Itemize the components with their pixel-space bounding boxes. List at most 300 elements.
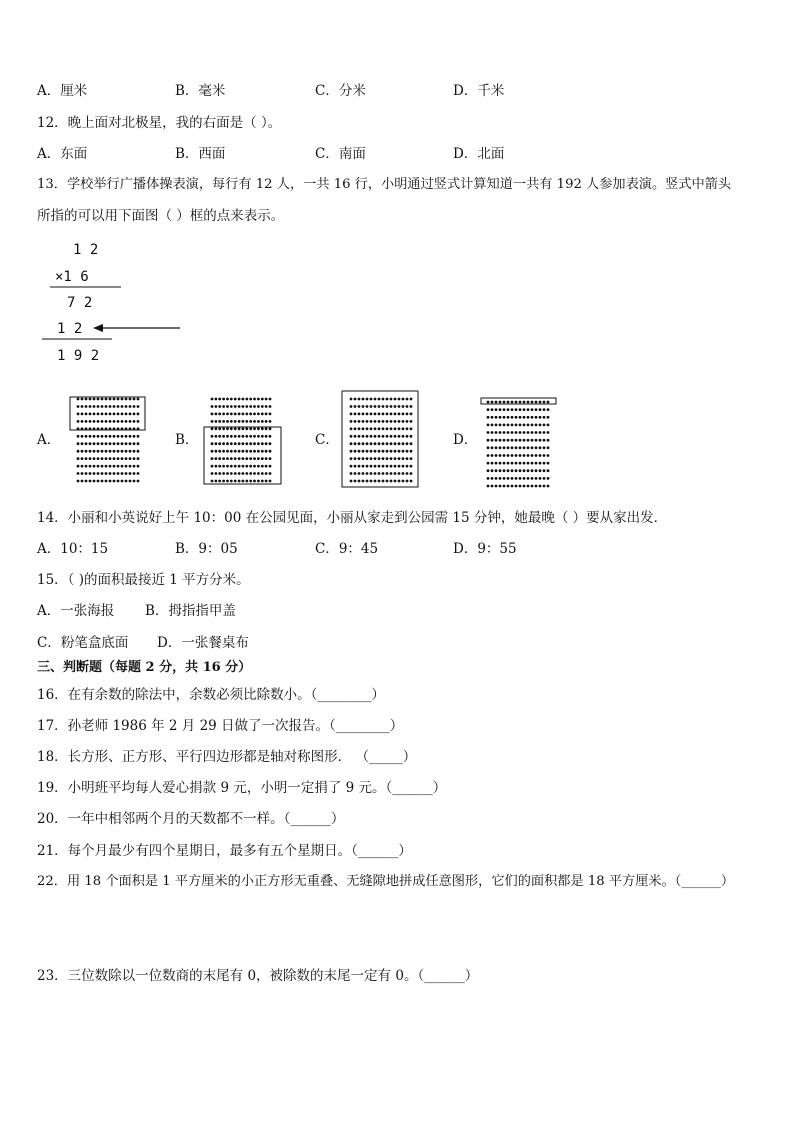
grid-dot	[215, 480, 218, 483]
grid-dot	[97, 472, 100, 475]
grid-dot	[378, 450, 381, 453]
grid-dot	[358, 413, 361, 416]
grid-dot	[222, 472, 225, 475]
grid-dot	[531, 477, 534, 480]
grid-dot	[539, 401, 542, 404]
grid-dot	[523, 408, 526, 411]
grid-dot	[410, 450, 413, 453]
grid-dot	[97, 435, 100, 438]
grid-dot	[499, 485, 502, 488]
grid-dot	[105, 442, 108, 445]
grid-dot	[230, 413, 233, 416]
grid-dot	[97, 480, 100, 483]
grid-dot	[362, 480, 365, 483]
grid-dot	[354, 442, 357, 445]
grid-dot	[382, 398, 385, 401]
grid-dot	[81, 405, 84, 408]
grid-dot	[406, 457, 409, 460]
grid-dot	[511, 469, 514, 472]
grid-dot	[503, 401, 506, 404]
grid-dot	[378, 472, 381, 475]
grid-dot	[113, 472, 116, 475]
grid-dot	[511, 446, 514, 449]
grid-dot	[222, 405, 225, 408]
grid-dot	[511, 431, 514, 434]
grid-dot	[85, 480, 88, 483]
grid-dot	[257, 413, 260, 416]
grid-dot	[238, 465, 241, 468]
grid-dot	[511, 416, 514, 419]
grid-dot	[547, 469, 550, 472]
grid-dot	[539, 416, 542, 419]
grid-dot	[101, 413, 104, 416]
grid-dot	[539, 408, 542, 411]
grid-dot	[238, 480, 241, 483]
grid-dot	[253, 442, 256, 445]
grid-dot	[410, 465, 413, 468]
q14-option-c: C．9：45	[315, 541, 379, 557]
grid-dot	[117, 472, 120, 475]
grid-dot	[218, 480, 221, 483]
grid-dot	[511, 454, 514, 457]
grid-dot	[125, 480, 128, 483]
grid-dot	[394, 442, 397, 445]
grid-dot	[511, 401, 514, 404]
grid-dot	[97, 413, 100, 416]
grid-dot	[125, 435, 128, 438]
grid-dot	[398, 472, 401, 475]
grid-dot	[503, 424, 506, 427]
grid-dot	[133, 457, 136, 460]
grid-dot	[218, 472, 221, 475]
grid-dot	[93, 480, 96, 483]
grid-dot	[350, 435, 353, 438]
q13-figure-label-a: A．	[37, 432, 61, 448]
grid-dot	[523, 469, 526, 472]
grid-dot	[242, 480, 245, 483]
grid-dot	[523, 401, 526, 404]
grid-dot	[394, 398, 397, 401]
grid-dot	[487, 485, 490, 488]
grid-dot	[503, 408, 506, 411]
grid-dot	[230, 450, 233, 453]
grid-dot	[133, 465, 136, 468]
grid-dot	[378, 457, 381, 460]
grid-dot	[85, 435, 88, 438]
grid-dot	[354, 405, 357, 408]
grid-dot	[261, 472, 264, 475]
grid-dot	[535, 454, 538, 457]
grid-dot	[89, 450, 92, 453]
grid-dot	[350, 405, 353, 408]
grid-dot	[261, 413, 264, 416]
grid-dot	[515, 424, 518, 427]
grid-dot	[495, 446, 498, 449]
grid-dot	[515, 462, 518, 465]
grid-dot	[234, 420, 237, 423]
grid-dot	[507, 477, 510, 480]
grid-dot	[269, 420, 272, 423]
grid-dot	[77, 413, 80, 416]
grid-dot	[547, 462, 550, 465]
grid-dot	[249, 450, 252, 453]
grid-dot	[93, 420, 96, 423]
grid-dot	[121, 465, 124, 468]
grid-dot	[218, 457, 221, 460]
grid-dot	[410, 398, 413, 401]
grid-dot	[245, 480, 248, 483]
grid-dot	[211, 442, 214, 445]
grid-dot	[523, 477, 526, 480]
grid-dot	[366, 457, 369, 460]
q13-stem-line1: 13．学校举行广播体操表演，每行有 12 人，一共 16 行，小明通过竖式计算知道一共有 192 人参加表演。竖式中箭头	[37, 177, 732, 192]
grid-dot	[491, 469, 494, 472]
grid-dot	[215, 472, 218, 475]
grid-dot	[539, 485, 542, 488]
grid-dot	[535, 485, 538, 488]
grid-dot	[265, 442, 268, 445]
grid-dot	[222, 398, 225, 401]
grid-dot	[215, 413, 218, 416]
grid-dot	[390, 435, 393, 438]
grid-dot	[226, 450, 229, 453]
grid-dot	[253, 413, 256, 416]
grid-dot	[137, 442, 140, 445]
judge-item-22: 22．用 18 个面积是 1 平方厘米的小正方形无重叠、无缝隙地拼成任意图形，它们的面积都是 18 平方厘米。（______）	[37, 874, 735, 889]
grid-dot	[211, 450, 214, 453]
grid-dot	[238, 427, 241, 430]
grid-dot	[507, 454, 510, 457]
grid-dot	[406, 442, 409, 445]
grid-dot	[93, 405, 96, 408]
grid-dot	[133, 480, 136, 483]
grid-dot	[265, 480, 268, 483]
grid-dot	[527, 485, 530, 488]
grid-dot	[265, 398, 268, 401]
grid-dot	[370, 480, 373, 483]
grid-dot	[137, 472, 140, 475]
grid-dot	[121, 450, 124, 453]
grid-dot	[527, 446, 530, 449]
grid-dot	[499, 424, 502, 427]
grid-dot	[234, 398, 237, 401]
grid-dot	[81, 398, 84, 401]
grid-dot	[495, 439, 498, 442]
grid-dot	[261, 457, 264, 460]
grid-dot	[394, 465, 397, 468]
grid-dot	[515, 416, 518, 419]
grid-dot	[370, 450, 373, 453]
grid-dot	[374, 427, 377, 430]
grid-dot	[93, 457, 96, 460]
grid-dot	[211, 398, 214, 401]
grid-dot	[133, 405, 136, 408]
grid-dot	[495, 416, 498, 419]
grid-dot	[238, 442, 241, 445]
grid-dot	[222, 465, 225, 468]
grid-dot	[261, 405, 264, 408]
grid-dot	[257, 420, 260, 423]
grid-dot	[105, 435, 108, 438]
grid-dot	[249, 398, 252, 401]
grid-dot	[406, 420, 409, 423]
grid-dot	[507, 424, 510, 427]
grid-dot	[386, 398, 389, 401]
grid-dot	[117, 480, 120, 483]
grid-dot	[354, 427, 357, 430]
grid-dot	[495, 462, 498, 465]
grid-dot	[527, 454, 530, 457]
grid-dot	[238, 450, 241, 453]
grid-dot	[515, 408, 518, 411]
grid-dot	[503, 462, 506, 465]
grid-dot	[487, 408, 490, 411]
grid-dot	[211, 457, 214, 460]
grid-dot	[129, 465, 132, 468]
grid-dot	[129, 450, 132, 453]
grid-dot	[105, 472, 108, 475]
grid-dot	[234, 413, 237, 416]
grid-dot	[499, 462, 502, 465]
judge-item-16: 16．在有余数的除法中，余数必须比除数小。（________）	[37, 687, 385, 703]
grid-dot	[507, 431, 510, 434]
grid-dot	[527, 439, 530, 442]
grid-dot	[390, 465, 393, 468]
grid-dot	[350, 398, 353, 401]
grid-dot	[547, 477, 550, 480]
grid-dot	[535, 431, 538, 434]
grid-dot	[242, 442, 245, 445]
grid-dot	[245, 435, 248, 438]
grid-dot	[519, 431, 522, 434]
grid-dot	[402, 450, 405, 453]
grid-dot	[390, 450, 393, 453]
calc-partial-2: 1 2	[57, 321, 83, 337]
grid-dot	[253, 420, 256, 423]
grid-dot	[269, 457, 272, 460]
grid-dot	[406, 472, 409, 475]
grid-dot	[362, 435, 365, 438]
grid-dot	[410, 457, 413, 460]
grid-dot	[261, 480, 264, 483]
grid-dot	[230, 472, 233, 475]
grid-dot	[487, 439, 490, 442]
grid-dot	[230, 465, 233, 468]
grid-dot	[394, 413, 397, 416]
grid-dot	[499, 401, 502, 404]
q13-figure-label-b: B．	[175, 432, 199, 448]
grid-dot	[77, 442, 80, 445]
grid-dot	[382, 472, 385, 475]
grid-dot	[547, 424, 550, 427]
grid-dot	[499, 408, 502, 411]
grid-dot	[495, 408, 498, 411]
grid-dot	[523, 485, 526, 488]
grid-dot	[269, 450, 272, 453]
grid-dot	[402, 465, 405, 468]
q12-option-a: A．东面	[37, 146, 88, 162]
grid-dot	[531, 401, 534, 404]
grid-dot	[398, 465, 401, 468]
grid-dot	[499, 439, 502, 442]
grid-dot	[515, 485, 518, 488]
grid-dot	[543, 462, 546, 465]
grid-dot	[507, 416, 510, 419]
grid-dot	[89, 405, 92, 408]
grid-dot	[354, 472, 357, 475]
grid-dot	[93, 413, 96, 416]
grid-dot	[495, 469, 498, 472]
grid-dot	[234, 457, 237, 460]
grid-dot	[402, 442, 405, 445]
grid-dot	[547, 416, 550, 419]
grid-dot	[350, 480, 353, 483]
grid-dot	[511, 485, 514, 488]
grid-dot	[535, 401, 538, 404]
grid-dot	[105, 450, 108, 453]
grid-dot	[261, 435, 264, 438]
grid-dot	[137, 398, 140, 401]
grid-dot	[531, 446, 534, 449]
grid-dot	[358, 420, 361, 423]
grid-dot	[97, 420, 100, 423]
grid-dot	[257, 405, 260, 408]
grid-dot	[234, 427, 237, 430]
grid-dot	[81, 450, 84, 453]
grid-dot	[226, 435, 229, 438]
grid-dot	[402, 435, 405, 438]
calc-product: 1 9 2	[57, 348, 100, 364]
grid-dot	[390, 442, 393, 445]
grid-dot	[89, 457, 92, 460]
grid-dot	[374, 420, 377, 423]
grid-dot	[269, 442, 272, 445]
grid-dot	[105, 480, 108, 483]
grid-dot	[523, 431, 526, 434]
grid-dot	[81, 413, 84, 416]
grid-dot	[503, 454, 506, 457]
grid-dot	[81, 457, 84, 460]
grid-dot	[215, 435, 218, 438]
grid-dot	[503, 469, 506, 472]
grid-dot	[137, 420, 140, 423]
grid-dot	[261, 465, 264, 468]
grid-dot	[242, 427, 245, 430]
grid-dot	[249, 465, 252, 468]
grid-dot	[406, 427, 409, 430]
grid-dot	[410, 435, 413, 438]
grid-dot	[362, 465, 365, 468]
grid-dot	[245, 442, 248, 445]
q13-stem-line2: 所指的可以用下面图（ ）框的点来表示。	[37, 208, 285, 224]
grid-dot	[257, 465, 260, 468]
grid-dot	[487, 454, 490, 457]
grid-dot	[491, 431, 494, 434]
grid-dot	[535, 408, 538, 411]
grid-dot	[215, 420, 218, 423]
grid-dot	[350, 442, 353, 445]
grid-dot	[249, 480, 252, 483]
grid-dot	[382, 427, 385, 430]
grid-dot	[487, 431, 490, 434]
grid-dot	[222, 435, 225, 438]
grid-dot	[137, 405, 140, 408]
grid-dot	[527, 431, 530, 434]
grid-dot	[125, 442, 128, 445]
grid-dot	[374, 442, 377, 445]
grid-dot	[77, 480, 80, 483]
grid-dot	[89, 465, 92, 468]
grid-dot	[539, 431, 542, 434]
grid-dot	[81, 465, 84, 468]
grid-dot	[350, 450, 353, 453]
grid-dot	[101, 398, 104, 401]
grid-dot	[269, 398, 272, 401]
grid-dot	[366, 405, 369, 408]
grid-dot	[507, 439, 510, 442]
grid-dot	[218, 405, 221, 408]
grid-dot	[253, 457, 256, 460]
grid-dot	[234, 472, 237, 475]
grid-dot	[535, 439, 538, 442]
grid-dot	[519, 446, 522, 449]
grid-dot	[249, 413, 252, 416]
grid-dot	[109, 435, 112, 438]
grid-dot	[402, 420, 405, 423]
grid-dot	[487, 401, 490, 404]
grid-dot	[238, 398, 241, 401]
q15-stem: 15．（ )的面积最接近 1 平方分米。	[37, 572, 250, 588]
grid-dot	[531, 408, 534, 411]
grid-dot	[515, 401, 518, 404]
grid-dot	[89, 420, 92, 423]
grid-dot	[230, 420, 233, 423]
grid-dot	[85, 457, 88, 460]
grid-dot	[109, 450, 112, 453]
grid-dot	[125, 413, 128, 416]
grid-dot	[366, 420, 369, 423]
grid-dot	[374, 413, 377, 416]
grid-dot	[511, 477, 514, 480]
grid-dot	[245, 405, 248, 408]
grid-dot	[535, 469, 538, 472]
grid-dot	[261, 398, 264, 401]
grid-dot	[539, 446, 542, 449]
grid-dot	[398, 405, 401, 408]
grid-dot	[222, 413, 225, 416]
grid-dot	[89, 435, 92, 438]
grid-dot	[77, 405, 80, 408]
grid-dot	[245, 450, 248, 453]
grid-dot	[378, 413, 381, 416]
grid-dot	[269, 413, 272, 416]
grid-dot	[523, 439, 526, 442]
grid-dot	[491, 408, 494, 411]
grid-dot	[215, 405, 218, 408]
grid-dot	[394, 450, 397, 453]
grid-dot	[519, 416, 522, 419]
grid-dot	[491, 424, 494, 427]
grid-dot	[362, 450, 365, 453]
grid-dot	[406, 413, 409, 416]
grid-dot	[406, 398, 409, 401]
grid-dot	[487, 477, 490, 480]
grid-dot	[362, 472, 365, 475]
q11-option-c: C．分米	[315, 83, 366, 99]
grid-dot	[495, 424, 498, 427]
grid-dot	[507, 462, 510, 465]
grid-dot	[519, 454, 522, 457]
